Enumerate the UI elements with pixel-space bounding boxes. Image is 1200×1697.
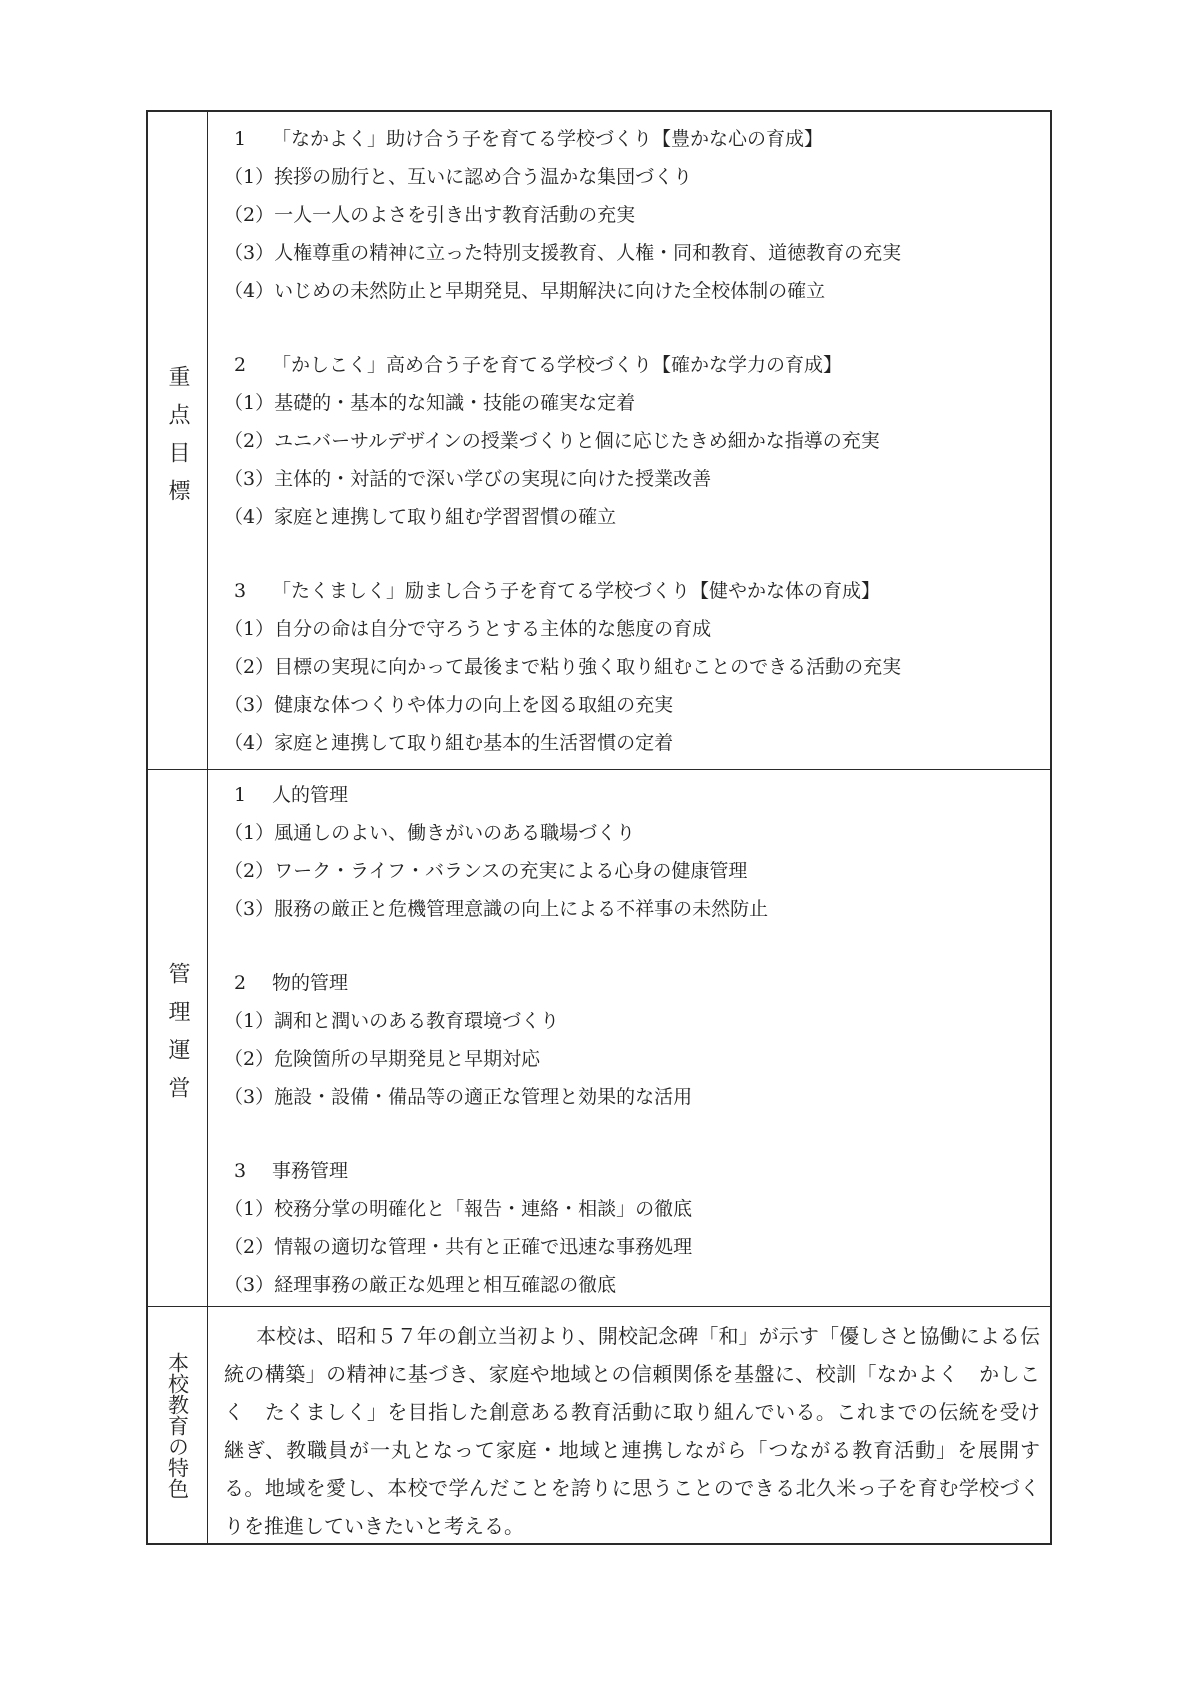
management-label-cell	[148, 770, 208, 1306]
list-item: （2）ユニバーサルデザインの授業づくりと個に応じたきめ細かな指導の充実	[224, 430, 880, 452]
list-item: （3）経理事務の厳正な処理と相互確認の徹底	[224, 1274, 617, 1296]
school-features-content	[208, 1307, 1050, 1543]
section-title: 物的管理	[272, 972, 349, 994]
management-label: 管理運営	[165, 962, 190, 1114]
list-item: （1）挨拶の励行と、互いに認め合う温かな集団づくり	[224, 166, 693, 188]
list-item: （1）校務分掌の明確化と「報告・連絡・相談」の徹底	[224, 1198, 693, 1220]
focus-goals-label-cell	[148, 112, 208, 769]
list-item: （2）目標の実現に向かって最後まで粘り強く取り組むことのできる活動の充実	[224, 656, 902, 678]
list-item: （2）危険箇所の早期発見と早期対応	[224, 1048, 541, 1070]
section-heading	[224, 1152, 1040, 1190]
focus-section-2	[224, 346, 1040, 536]
section-heading	[224, 572, 1040, 610]
management-section-3	[224, 1152, 1040, 1304]
school-features-row	[148, 1307, 1050, 1543]
section-number: 2	[234, 972, 247, 994]
list-item: （4）家庭と連携して取り組む基本的生活習慣の定着	[224, 732, 674, 754]
focus-goals-label: 重点目標	[165, 364, 190, 517]
list-item: （1）風通しのよい、働きがいのある職場づくり	[224, 822, 636, 844]
list-item: （4）いじめの未然防止と早期発見、早期解決に向けた全校体制の確立	[224, 280, 826, 302]
list-item: （2）ワーク・ライフ・バランスの充実による心身の健康管理	[224, 860, 748, 882]
section-heading	[224, 120, 1040, 158]
section-heading	[224, 346, 1040, 384]
focus-goals-content	[208, 112, 1050, 769]
section-title: 事務管理	[272, 1160, 349, 1182]
list-item: （3）服務の厳正と危機管理意識の向上による不祥事の未然防止	[224, 898, 769, 920]
list-item: （3）施設・設備・備品等の適正な管理と効果的な活用	[224, 1086, 693, 1108]
management-section-1	[224, 776, 1040, 928]
school-plan-table	[146, 110, 1052, 1545]
section-number: 2	[234, 354, 247, 376]
school-features-label-cell	[148, 1307, 208, 1543]
focus-section-3	[224, 572, 1040, 762]
section-number: 3	[234, 580, 247, 602]
section-title: 「かしこく」高め合う子を育てる学校づくり【確かな学力の育成】	[272, 354, 843, 376]
focus-goals-row	[148, 112, 1050, 770]
management-section-2	[224, 964, 1040, 1116]
list-item: （3）主体的・対話的で深い学びの実現に向けた授業改善	[224, 468, 712, 490]
school-features-label: 本校教育の特色	[165, 1351, 190, 1499]
management-row	[148, 770, 1050, 1307]
list-item: （2）一人一人のよさを引き出す教育活動の充実	[224, 204, 636, 226]
list-item: （3）人権尊重の精神に立った特別支援教育、人権・同和教育、道徳教育の充実	[224, 242, 902, 264]
list-item: （1）調和と潤いのある教育環境づくり	[224, 1010, 560, 1032]
section-heading	[224, 776, 1040, 814]
section-title: 「たくましく」励まし合う子を育てる学校づくり【健やかな体の育成】	[272, 580, 881, 602]
section-title: 人的管理	[272, 784, 349, 806]
section-heading	[224, 964, 1040, 1002]
focus-section-1	[224, 120, 1040, 310]
management-content	[208, 770, 1050, 1306]
section-title: 「なかよく」助け合う子を育てる学校づくり【豊かな心の育成】	[272, 128, 824, 150]
list-item: （4）家庭と連携して取り組む学習習慣の確立	[224, 506, 617, 528]
list-item: （1）自分の命は自分で守ろうとする主体的な態度の育成	[224, 618, 712, 640]
section-number: 1	[234, 128, 247, 150]
list-item: （3）健康な体つくりや体力の向上を図る取組の充実	[224, 694, 674, 716]
section-number: 1	[234, 784, 247, 806]
list-item: （1）基礎的・基本的な知識・技能の確実な定着	[224, 392, 636, 414]
school-features-text: 本校は、昭和５７年の創立当初より、開校記念碑「和」が示す「優しさと協働による伝統の構築」の精神に基づき、家庭や地域との信頼関係を基盤に、校訓「なかよく かしこく たくましく」を目指した創意ある教育活動に取り組んでいる。これまでの伝統を受け継ぎ、教職員が一丸となって家庭・地域と連携しながら「つながる教育活動」を展開する。地域を愛し、本校で学んだことを誇りに思うことのできる北久米っ子を育む学校づくりを推進していきたいと考える。	[224, 1324, 1040, 1538]
school-features-paragraph	[224, 1315, 1040, 1545]
list-item: （2）情報の適切な管理・共有と正確で迅速な事務処理	[224, 1236, 693, 1258]
section-number: 3	[234, 1160, 247, 1182]
